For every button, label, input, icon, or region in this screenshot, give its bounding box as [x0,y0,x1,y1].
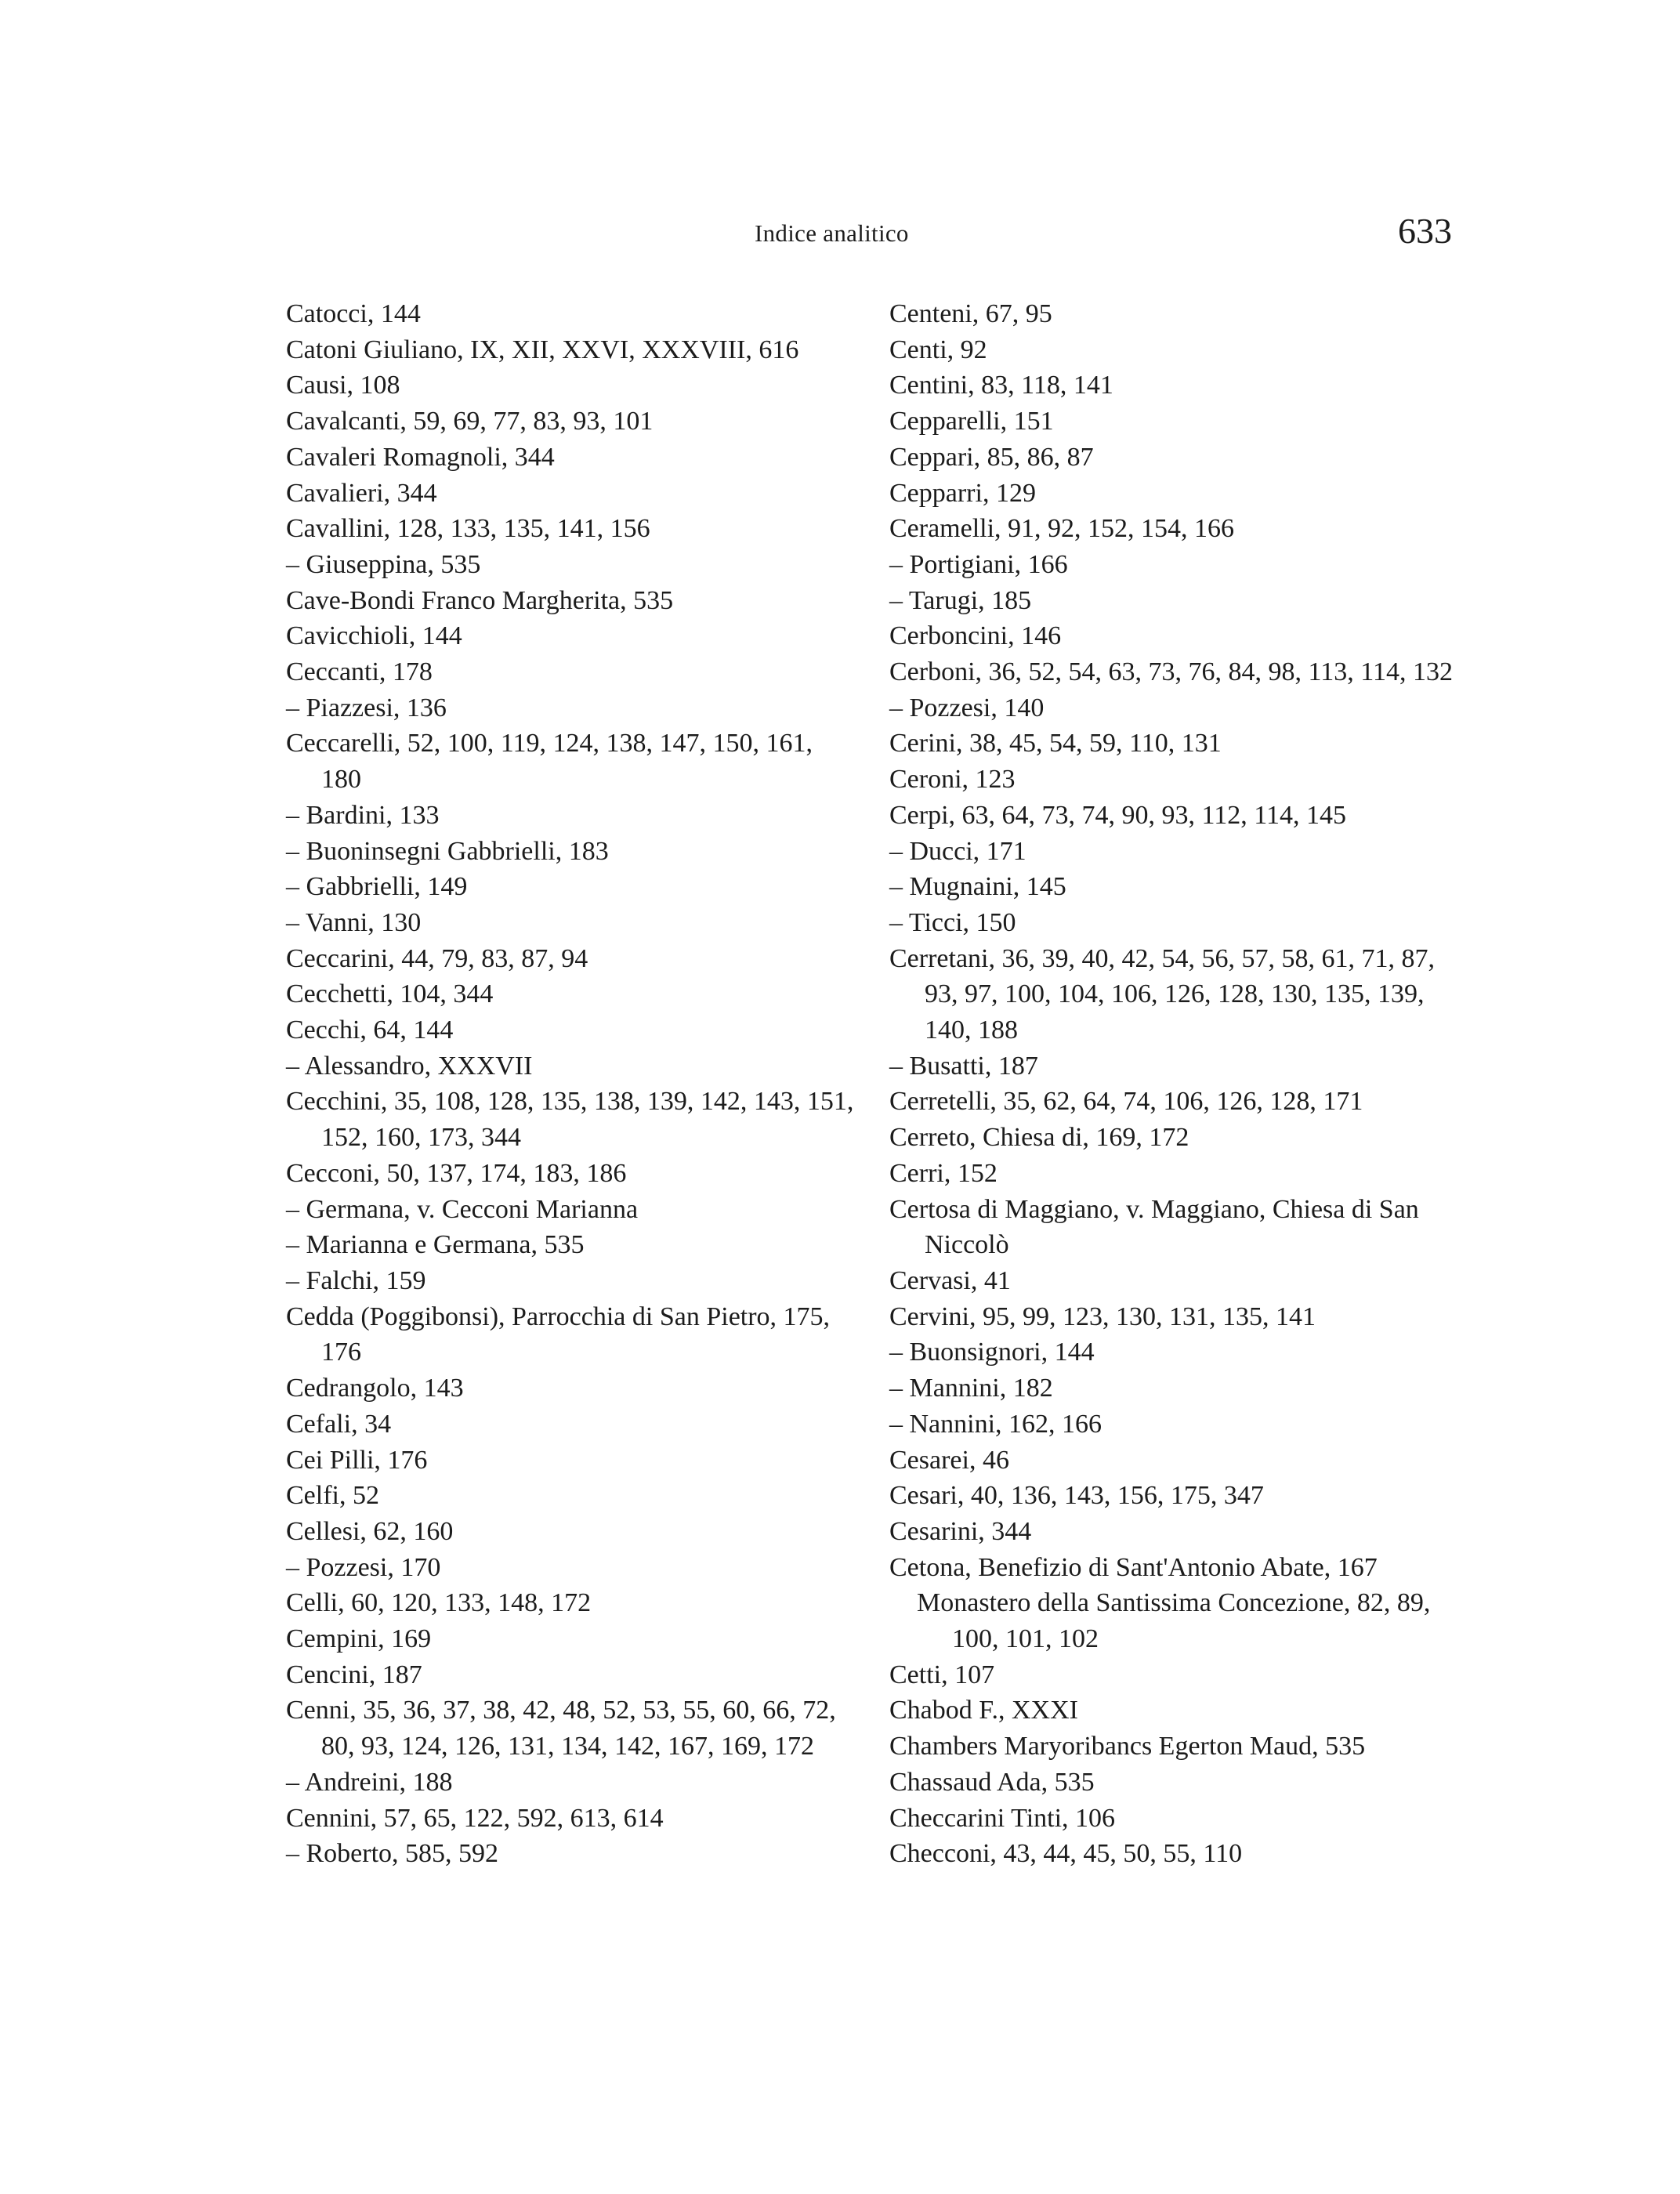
index-entry: Cencini, 187 [286,1660,422,1689]
index-entry: – Roberto, 585, 592 [286,1839,499,1869]
index-entry: – Pozzesi, 140 [889,693,1045,722]
index-entry: Cennini, 57, 65, 122, 592, 613, 614 [286,1803,664,1833]
index-entry: Cedda (Poggibonsi), Parrocchia di San Pietro, 175, 176 [286,1302,831,1367]
index-entry: Cecchi, 64, 144 [286,1016,454,1045]
index-entry: Cervasi, 41 [889,1265,1011,1295]
index-entry: Ceroni, 123 [889,765,1016,795]
running-head: Indice analitico [755,219,909,247]
index-entry: – Piazzesi, 136 [286,693,447,722]
index-entry: – Gabbrielli, 149 [286,872,468,902]
index-entry: Ceppari, 85, 86, 87 [889,442,1094,472]
index-entry: Chambers Maryoribancs Egerton Maud, 535 [889,1732,1366,1761]
index-entry: – Buoninsegni Gabbrielli, 183 [286,836,609,866]
index-entry: Cerri, 152 [889,1158,998,1188]
index-entry: Chassaud Ada, 535 [889,1767,1095,1797]
index-entry: Cerboni, 36, 52, 54, 63, 73, 76, 84, 98, 113, 114, 132 [889,657,1454,687]
index-entry: Causi, 108 [286,371,400,400]
index-entry: – Mugnaini, 145 [889,872,1066,902]
index-entry: Cempini, 169 [286,1624,432,1654]
index-entry: Cecconi, 50, 137, 174, 183, 186 [286,1158,627,1188]
index-entry: – Marianna e Germana, 535 [286,1230,585,1260]
index-entry: Cedrangolo, 143 [286,1374,464,1403]
index-entry: Cerboncini, 146 [889,621,1062,651]
index-entry: Cefali, 34 [286,1409,392,1439]
index-entry: Ceccarini, 44, 79, 83, 87, 94 [286,943,588,973]
index-entry: – Ticci, 150 [889,907,1016,937]
index-entry: Cerpi, 63, 64, 73, 74, 90, 93, 112, 114, 145 [889,800,1347,830]
index-entry: Cervini, 95, 99, 123, 130, 131, 135, 141 [889,1302,1316,1331]
index-entry: – Vanni, 130 [286,907,422,937]
index-entry: Catoni Giuliano, IX, XII, XXVI, XXXVIII, 616 [286,335,799,364]
index-entry: – Mannini, 182 [889,1374,1053,1403]
index-entry: Cavalcanti, 59, 69, 77, 83, 93, 101 [286,407,654,436]
index-entry: – Nannini, 162, 166 [889,1409,1102,1439]
index-entry: Checcarini Tinti, 106 [889,1803,1116,1833]
index-entry: Cecchini, 35, 108, 128, 135, 138, 139, 142, 143, 151, 152, 160, 173, 344 [286,1087,854,1153]
index-entry: – Tarugi, 185 [889,585,1032,615]
index-entry: Cavalieri, 344 [286,478,437,508]
index-entry: Celli, 60, 120, 133, 148, 172 [286,1588,592,1618]
index-entry: – Alessandro, XXXVII [286,1051,533,1081]
index-entry: Cavaleri Romagnoli, 344 [286,442,555,472]
index-column-left [286,296,858,1872]
index-entry: Cetti, 107 [889,1660,995,1689]
index-entry: Cavallini, 128, 133, 135, 141, 156 [286,514,650,544]
index-entry: Centeni, 67, 95 [889,299,1052,328]
index-entry: Cave-Bondi Franco Margherita, 535 [286,585,674,615]
index-entry: – Pozzesi, 170 [286,1552,441,1582]
index-entry: Ceramelli, 91, 92, 152, 154, 166 [889,514,1235,544]
index-entry: Cerini, 38, 45, 54, 59, 110, 131 [889,729,1222,758]
index-entry: Cesari, 40, 136, 143, 156, 175, 347 [889,1481,1264,1511]
index-entry: Ceccanti, 178 [286,657,433,687]
index-entry: Chabod F., XXXI [889,1696,1078,1725]
index-entry: Cecchetti, 104, 344 [286,979,494,1009]
index-entry: Catocci, 144 [286,299,421,328]
index-entry: Cerretelli, 35, 62, 64, 74, 106, 126, 128, 171 [889,1087,1363,1117]
index-entry: Cepparri, 129 [889,478,1036,508]
index-entry: Cepparelli, 151 [889,407,1054,436]
index-entry: – Portigiani, 166 [889,549,1068,579]
index-entry: Ceccarelli, 52, 100, 119, 124, 138, 147, 150, 161, 180 [286,729,813,795]
index-entry: Cerretani, 36, 39, 40, 42, 54, 56, 57, 58, 61, 71, 87, 93, 97, 100, 104, 106, 126, 128, 130, 135, 139, 140, 188 [889,943,1435,1045]
index-entry: Cerreto, Chiesa di, 169, 172 [889,1123,1189,1153]
index-entry: Celfi, 52 [286,1481,379,1511]
index-entry: – Bardini, 133 [286,800,440,830]
index-column-right [889,296,1465,1872]
index-entry: Cenni, 35, 36, 37, 38, 42, 48, 52, 53, 55, 60, 66, 72, 80, 93, 124, 126, 131, 134, 142, 167, 169, 172 [286,1696,836,1761]
index-entry: – Ducci, 171 [889,836,1026,866]
index-entry: Centi, 92 [889,335,987,364]
index-entry: Cellesi, 62, 160 [286,1516,454,1546]
index-entry: – Busatti, 187 [889,1051,1038,1081]
page-number: 633 [1398,211,1452,251]
index-entry: – Falchi, 159 [286,1265,426,1295]
index-entry: Cavicchioli, 144 [286,621,462,651]
index-entry: Cesarini, 344 [889,1516,1032,1546]
index-entry: Monastero della Santissima Concezione, 82, 89, 100, 101, 102 [917,1588,1431,1654]
index-entry: Centini, 83, 118, 141 [889,371,1113,400]
index-entry: Cesarei, 46 [889,1445,1009,1475]
index-entry: – Buonsignori, 144 [889,1338,1095,1367]
index-entry: Cetona, Benefizio di Sant'Antonio Abate, 167 [889,1552,1378,1582]
index-entry: Checconi, 43, 44, 45, 50, 55, 110 [889,1839,1243,1869]
index-entry: Cei Pilli, 176 [286,1445,428,1475]
index-entry: – Andreini, 188 [286,1767,453,1797]
index-entry: – Giuseppina, 535 [286,549,481,579]
index-entry: Certosa di Maggiano, v. Maggiano, Chiesa di San Niccolò [889,1194,1419,1260]
index-entry: – Germana, v. Cecconi Marianna [286,1194,639,1224]
